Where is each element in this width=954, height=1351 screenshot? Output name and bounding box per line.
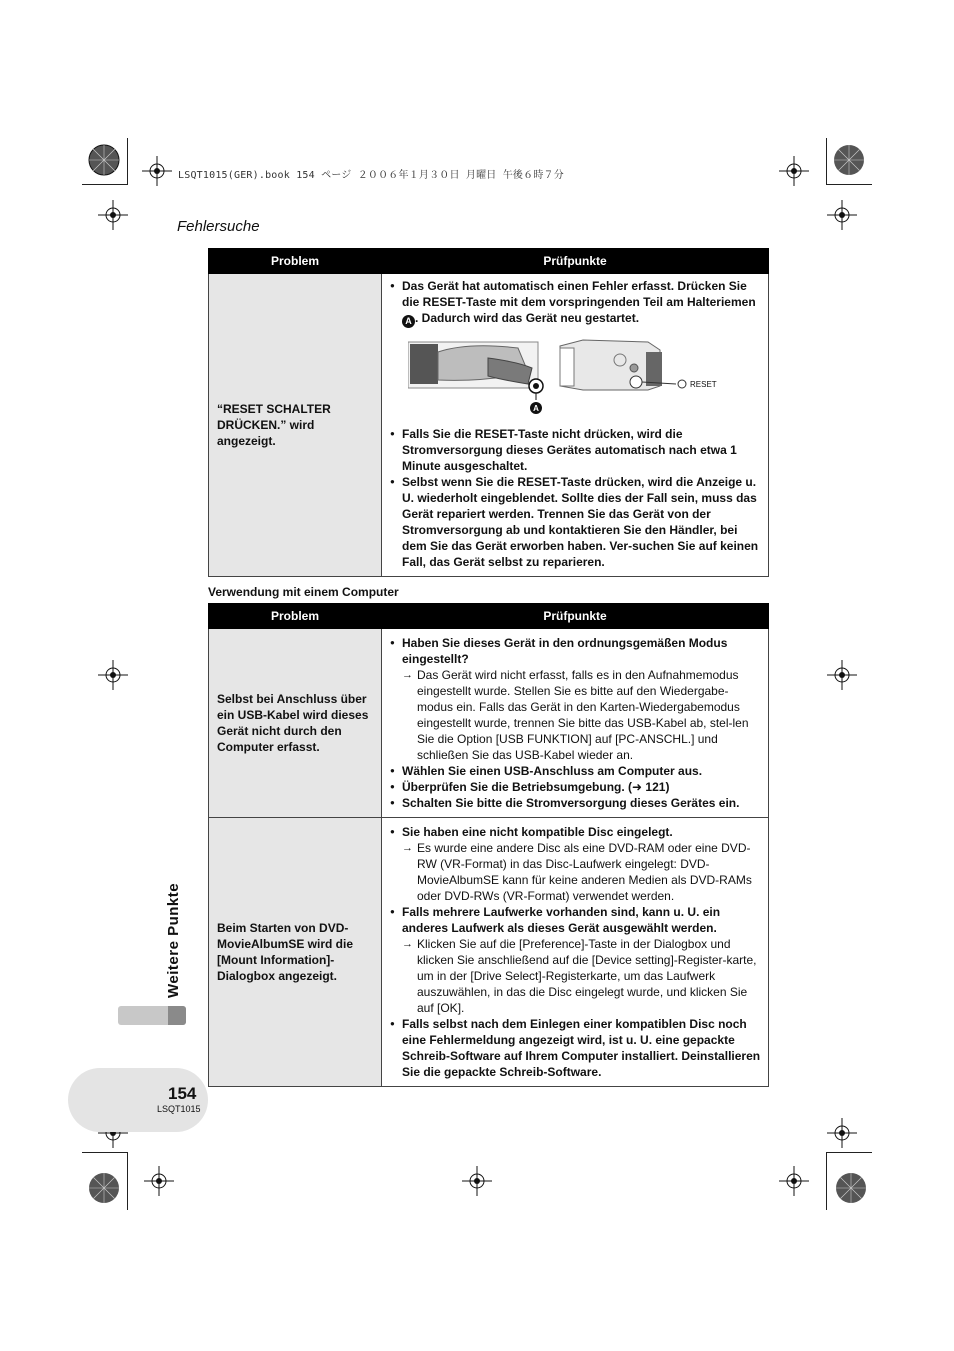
- problem-cell: Beim Starten von DVD-MovieAlbumSE wird die [Mount Information]-Dialogbox angezeigt.: [209, 818, 382, 1087]
- check-item: ● Wählen Sie einen USB-Anschluss am Computer aus.: [390, 763, 762, 779]
- crop-line: [82, 184, 128, 185]
- marker-a-icon: A: [402, 315, 415, 328]
- crosshair-mark: [462, 1166, 492, 1196]
- crosshair-mark: [142, 156, 172, 186]
- section-title: Fehlersuche: [177, 218, 260, 235]
- crosshair-mark: [98, 200, 128, 230]
- check-item: ● Überprüfen Sie die Betriebsumgebung. (➜ 121): [390, 779, 762, 795]
- crosshair-mark: [827, 1118, 857, 1148]
- crop-line: [826, 184, 872, 185]
- crop-line: [82, 1152, 128, 1153]
- column-header-problem: Problem: [209, 604, 382, 629]
- side-tab-marker-dark: [168, 1006, 186, 1025]
- column-header-checks: Prüfpunkte: [382, 604, 769, 629]
- crop-line: [127, 138, 128, 184]
- registration-mark-top-left: [84, 140, 124, 180]
- table-row: [209, 274, 769, 577]
- check-item: ● Sie haben eine nicht kompatible Disc eingelegt.: [390, 824, 762, 840]
- check-text: Das Gerät hat automatisch einen Fehler erfasst. Drücken Sie die RESET-Taste mit dem vorspringenden Teil am Halteriemen: [402, 279, 756, 309]
- check-item: ● Haben Sie dieses Gerät in den ordnungsgemäßen Modus eingestellt?: [390, 635, 762, 667]
- crosshair-mark: [779, 156, 809, 186]
- side-section-label: Weitere Punkte: [165, 882, 182, 998]
- check-subitem: → Das Gerät wird nicht erfasst, falls es in den Aufnahmemodus eingestellt wurde. Stellen Sie es bitte auf den Wiedergabe-modus ein. Falls das Gerät in den Karten-Wiedergabemodus eingestellt wurde, trennen Sie bitte das USB-Kabel ab, stel-len Sie die Option [USB FUNKTION] auf [PC-ANSCHL.] und schließen Sie das USB-Kabel wieder an.: [390, 667, 762, 763]
- page-code: LSQT1015: [157, 1104, 201, 1114]
- table-row: [209, 629, 769, 818]
- page-number: 154: [168, 1084, 197, 1103]
- crop-line: [826, 1152, 872, 1153]
- checks-cell: [382, 818, 769, 1087]
- crosshair-mark: [827, 200, 857, 230]
- table-row: [209, 818, 769, 1087]
- check-item: ● Schalten Sie bitte die Stromversorgung dieses Gerätes ein.: [390, 795, 762, 811]
- check-item: ● Falls selbst nach dem Einlegen einer kompatiblen Disc noch eine Fehlermeldung angezeigt wird, ist u. U. eine gepackte Schreib-Software auf Ihrem Computer installiert. Deinstallieren Sie die gepackte Schreib-Software.: [390, 1016, 762, 1080]
- check-text: . Dadurch wird das Gerät neu gestartet.: [415, 311, 640, 325]
- checks-cell: [382, 274, 769, 577]
- marker-a-label: A: [533, 404, 539, 413]
- file-header: LSQT1015(GER).book 154 ページ ２００６年１月３０日 月曜日 午後６時７分: [178, 170, 564, 181]
- crop-line: [826, 138, 827, 184]
- check-item: ● Falls mehrere Laufwerke vorhanden sind, kann u. U. ein anderes Laufwerk als dieses Gerät ausgewählt werden.: [390, 904, 762, 936]
- crosshair-mark: [98, 660, 128, 690]
- registration-mark-bottom-left: [84, 1168, 124, 1208]
- crop-line: [127, 1152, 128, 1210]
- reset-label: RESET: [690, 380, 717, 389]
- check-subitem: → Es wurde eine andere Disc als eine DVD-RAM oder eine DVD-RW (VR-Format) in das Disc-Laufwerk eingelegt: DVD-MovieAlbumSE kann für keine anderen Medien als DVD-RAMs oder DVD-RWs (VR-Format) verwendet werden.: [390, 840, 762, 904]
- problem-cell: “RESET SCHALTER DRÜCKEN.” wird angezeigt.: [209, 274, 382, 577]
- problem-cell: Selbst bei Anschluss über ein USB-Kabel wird dieses Gerät nicht durch den Computer erfasst.: [209, 629, 382, 818]
- check-item: ● Falls Sie die RESET-Taste nicht drücken, wird die Stromversorgung dieses Gerätes automatisch nach etwa 1 Minute ausgeschaltet.: [390, 426, 762, 474]
- crosshair-mark: [144, 1166, 174, 1196]
- troubleshooting-table: [208, 248, 769, 577]
- crop-line: [826, 1152, 827, 1210]
- column-header-checks: Prüfpunkte: [382, 249, 769, 274]
- check-item: ● Selbst wenn Sie die RESET-Taste drücken, wird die Anzeige u. U. wiederholt eingeblendet. Sollte dies der Fall sein, muss das Gerät repariert werden. Trennen Sie das Gerät von der Stromversorgung ab und kontaktieren Sie den Händler, bei dem Sie das Gerät erworben haben. Ver-suchen Sie auf keinen Fall, das Gerät selbst zu reparieren.: [390, 474, 762, 570]
- registration-mark-top-right: [829, 140, 869, 180]
- subheading: Verwendung mit einem Computer: [208, 585, 399, 599]
- crosshair-mark: [827, 660, 857, 690]
- checks-cell: [382, 629, 769, 818]
- computer-troubleshooting-table: [208, 603, 769, 1087]
- check-subitem: → Klicken Sie auf die [Preference]-Taste in der Dialogbox und klicken Sie anschließend auf die [Device setting]-Register-karte, um in der [Drive Select]-Registerkarte, um das Laufwerk auszuwählen, in das die Disc eingelegt wurde, und klicken Sie auf [OK].: [390, 936, 762, 1016]
- registration-mark-bottom-right: [831, 1168, 871, 1208]
- check-item: [390, 278, 762, 328]
- camera-reset-illustration: [408, 338, 738, 420]
- column-header-problem: Problem: [209, 249, 382, 274]
- crosshair-mark: [779, 1166, 809, 1196]
